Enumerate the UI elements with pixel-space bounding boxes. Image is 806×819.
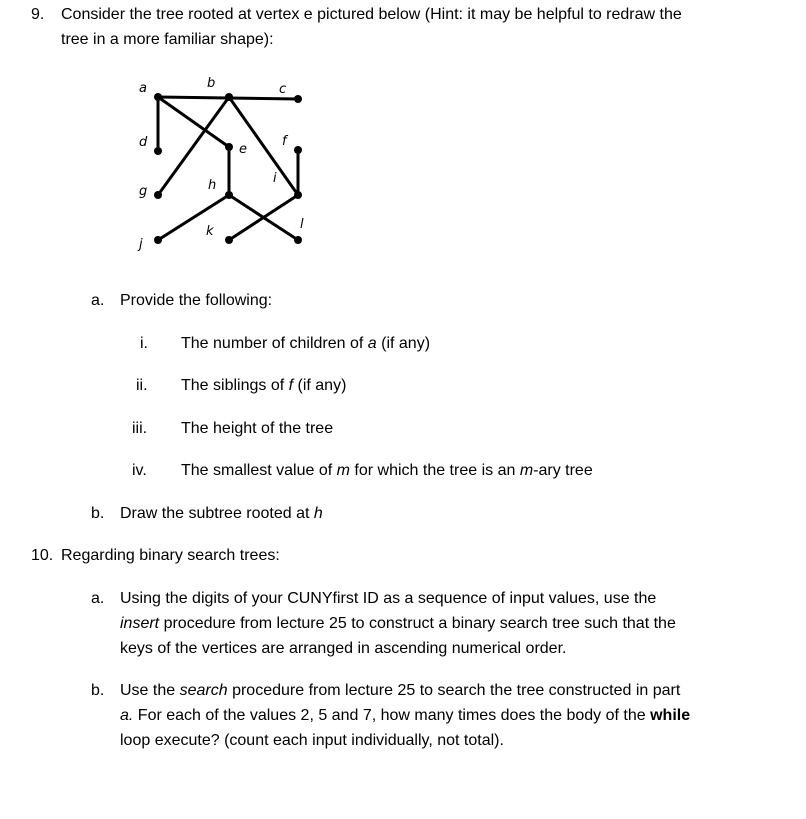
q10-part-b-line1: Use the search procedure from lecture 25 to search the tree constructed in part: [120, 682, 681, 699]
q10-part-b-line2: a. For each of the values 2, 5 and 7, how many times does the body of the while: [120, 707, 691, 724]
q9-part-b-text: Draw the subtree rooted at h: [120, 505, 323, 522]
q10-number: 10.: [31, 547, 54, 564]
vertex-b: [225, 93, 233, 101]
vertex-g: [154, 191, 162, 199]
item-iv-marker: iv.: [132, 462, 147, 479]
q10-text: Regarding binary search trees:: [61, 547, 280, 564]
q10-part-b-line3: loop execute? (count each input individually, not total).: [120, 732, 504, 749]
q9-text-line1: Consider the tree rooted at vertex e pictured below (Hint: it may be helpful to redraw the: [61, 6, 682, 23]
label-d: d: [139, 135, 148, 150]
edge-a-e: [158, 97, 229, 147]
vertex-d: [154, 147, 162, 155]
item-ii-marker: ii.: [136, 377, 148, 394]
q10-part-b-marker: b.: [91, 682, 105, 699]
vertex-h: [225, 191, 233, 199]
q9-part-b-marker: b.: [91, 505, 105, 522]
label-f: f: [282, 134, 287, 149]
q10-part-a-line2: insert procedure from lecture 25 to construct a binary search tree such that the: [120, 615, 676, 632]
vertex-a: [154, 93, 162, 101]
label-e: e: [239, 142, 247, 157]
label-i: i: [273, 171, 277, 186]
label-g: g: [139, 184, 148, 199]
item-iii-text: The height of the tree: [181, 420, 334, 437]
q9-part-a-marker: a.: [91, 292, 105, 309]
q9-number: 9.: [31, 6, 45, 23]
label-j: j: [139, 237, 143, 252]
vertex-f: [294, 146, 302, 154]
q9-text-line2: tree in a more familiar shape):: [61, 31, 274, 48]
vertex-j: [154, 236, 162, 244]
vertex-k: [225, 236, 233, 244]
label-c: c: [279, 82, 287, 97]
label-l: l: [300, 217, 304, 232]
q10-part-a-line3: keys of the vertices are arranged in ascending numerical order.: [120, 640, 567, 657]
q9-part-a-text: Provide the following:: [120, 292, 273, 309]
label-a: a: [139, 81, 147, 96]
vertex-c: [294, 95, 302, 103]
item-i-text: The number of children of a (if any): [181, 335, 431, 352]
vertex-l: [294, 236, 302, 244]
label-k: k: [206, 224, 214, 239]
edge-h-j: [158, 195, 229, 240]
item-ii-text: The siblings of f (if any): [181, 377, 347, 394]
edge-b-g: [158, 97, 229, 195]
item-iv-text: The smallest value of m for which the tree is an m-ary tree: [181, 462, 593, 479]
vertex-i: [294, 191, 302, 199]
item-iii-marker: iii.: [132, 420, 148, 437]
label-b: b: [207, 76, 216, 91]
q10-part-a-marker: a.: [91, 590, 105, 607]
label-h: h: [208, 178, 217, 193]
q10-part-a-line1: Using the digits of your CUNYfirst ID as a sequence of input values, use the: [120, 590, 657, 607]
vertex-e: [225, 143, 233, 151]
item-i-marker: i.: [140, 335, 148, 352]
